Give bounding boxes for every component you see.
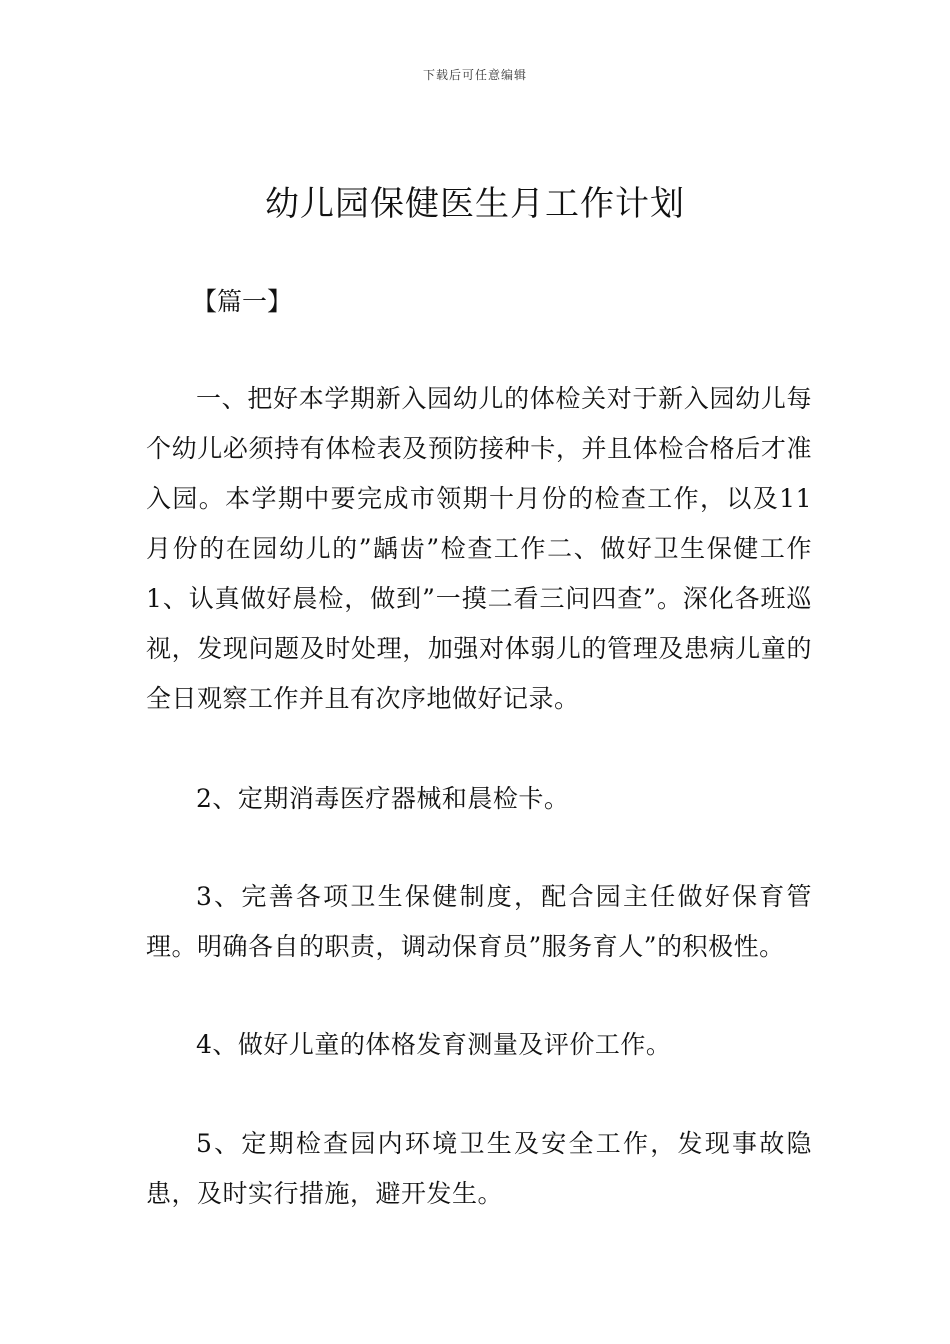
paragraph-3: 3、完善各项卫生保健制度，配合园主任做好保育管理。明确各自的职责，调动保育员”服务育人”的积极性。: [146, 882, 812, 961]
section-label: 【篇一】: [192, 287, 293, 316]
paragraph-1: 一、把好本学期新入园幼儿的体检关对于新入园幼儿每个幼儿必须持有体检表及预防接种卡，并且体检合格后才准入园。本学期中要完成市领期十月份的检查工作，以及11月份的在园幼儿的”龋齿”检查工作二、做好卫生保健工作1、认真做好晨检，做到”一摸二看三问四查”。深化各班巡视，发现问题及时处理，加强对体弱儿的管理及患病儿童的全日观察工作并且有次序地做好记录。: [146, 384, 812, 713]
paragraph-2: 2、定期消毒医疗器械和晨检卡。: [196, 784, 570, 813]
paragraph-5: 5、定期检查园内环境卫生及安全工作，发现事故隐患，及时实行措施，避开发生。: [146, 1129, 812, 1208]
paragraph-4: 4、做好儿童的体格发育测量及评价工作。: [196, 1030, 672, 1059]
header-note: 下载后可任意编辑: [422, 68, 527, 82]
document-title: 幼儿园保健医生月工作计划: [265, 184, 685, 224]
